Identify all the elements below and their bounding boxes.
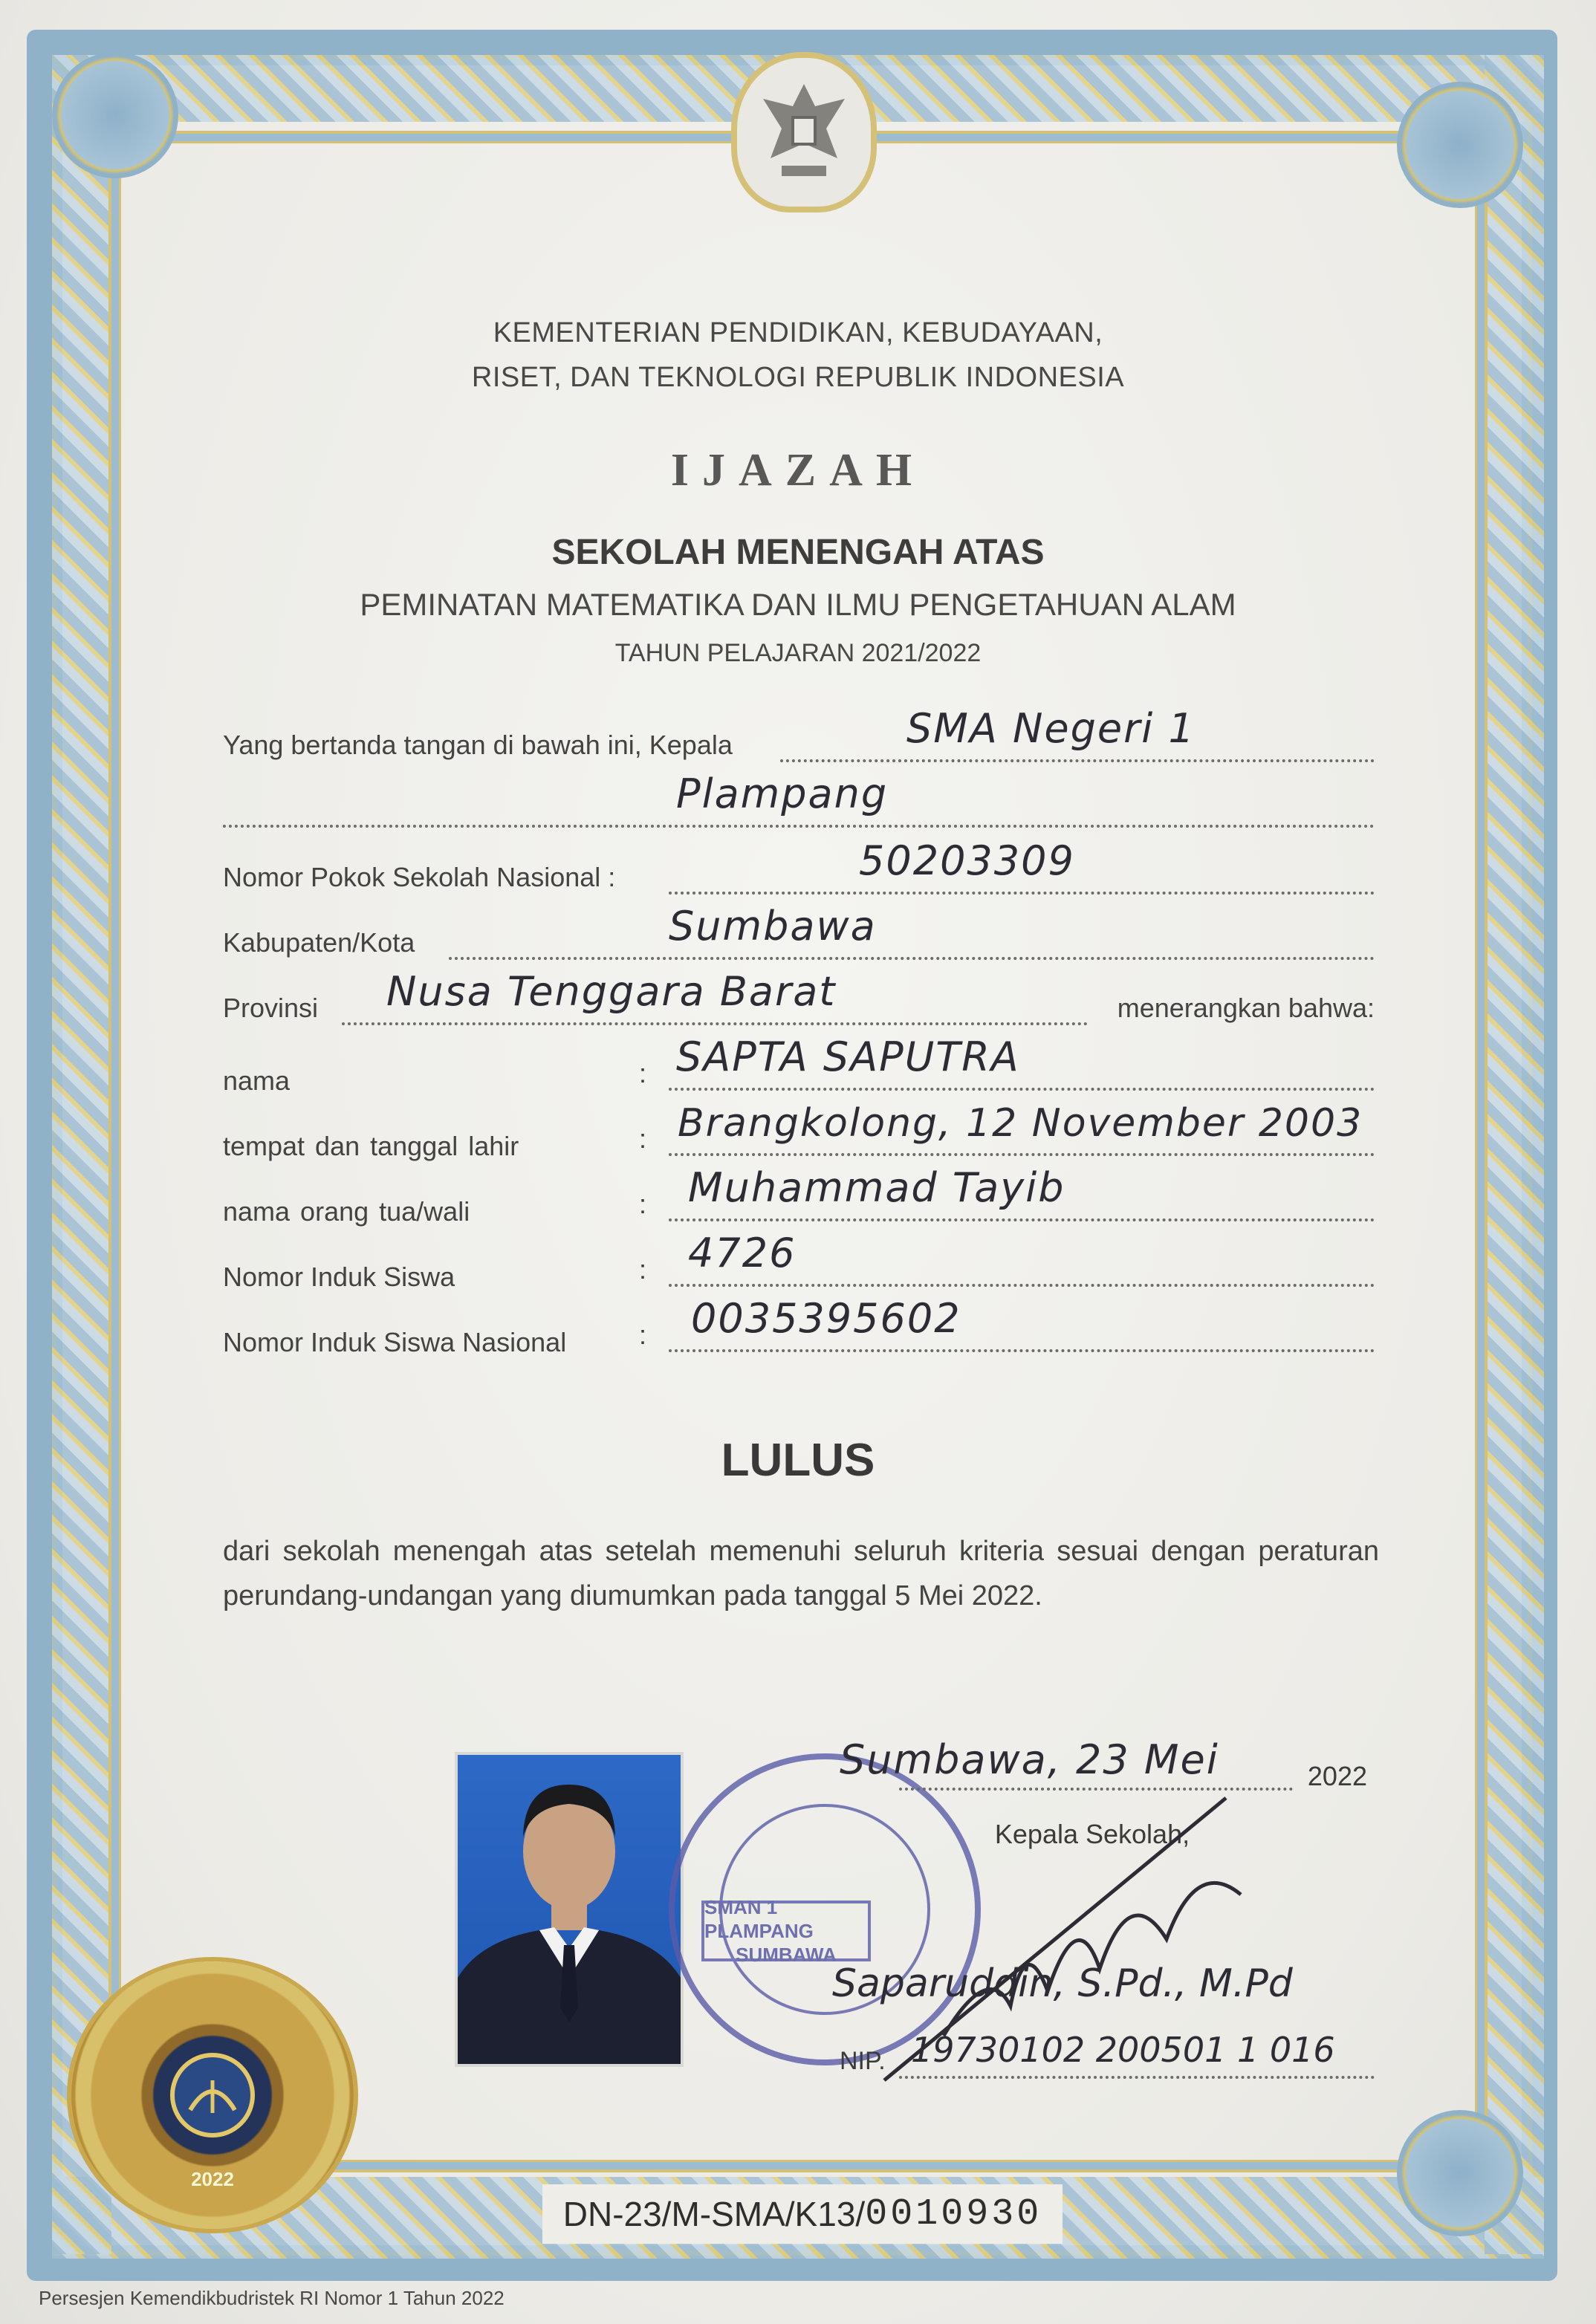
- nip-label: NIP.: [840, 2047, 886, 2075]
- ministry-line-1: KEMENTERIAN PENDIDIKAN, KEBUDAYAAN,: [493, 317, 1103, 348]
- dotted-line: [669, 892, 1375, 895]
- colon: :: [639, 1320, 647, 1350]
- dotted-line: [342, 1022, 1088, 1025]
- colon: :: [639, 1189, 647, 1219]
- dotted-line: [780, 759, 1375, 762]
- dotted-line: [669, 1088, 1375, 1091]
- corner-ornament-top-left: [52, 52, 178, 178]
- dotted-line: [899, 2076, 1375, 2079]
- signatory-nip-row: [840, 2030, 1375, 2082]
- birth-value: Brangkolong, 12 November 2003: [678, 1101, 1363, 1146]
- province-row: [223, 968, 1375, 1028]
- corner-ornament-top-right: [1397, 82, 1523, 208]
- signature-year: 2022: [1307, 1761, 1367, 1791]
- parent-value: Muhammad Tayib: [688, 1164, 1065, 1211]
- school-name-line-1: SMA Negeri 1: [906, 705, 1196, 752]
- nisn-row: [223, 1295, 1375, 1357]
- nis-row: [223, 1230, 1375, 1292]
- colon: :: [639, 1254, 647, 1285]
- signature-block: [810, 1736, 1389, 2080]
- npsn-label: Nomor Pokok Sekolah Nasional :: [223, 862, 616, 892]
- hologram-seal: [71, 1961, 354, 2229]
- graduation-statement: dari sekolah menengah atas setelah memenuhi seluruh kriteria sesuai dengan peraturan perundang-undangan yang diumumkan pada tanggal 5 Mei 2022.: [223, 1536, 1379, 1611]
- program-name: PEMINATAN MATEMATIKA DAN ILMU PENGETAHUAN ALAM: [360, 587, 1236, 622]
- principal-label: Yang bertanda tangan di bawah ini, Kepala: [223, 730, 733, 760]
- ministry-name: [0, 311, 1596, 400]
- province-label: Provinsi: [223, 993, 319, 1023]
- student-name-row: [223, 1033, 1375, 1096]
- city-value: Sumbawa: [669, 903, 877, 950]
- nisn-value: 0035395602: [691, 1295, 961, 1342]
- npsn-row: [223, 837, 1375, 898]
- footer-regulation: Persesjen Kemendikbudristek RI Nomor 1 Tahun 2022: [39, 2287, 505, 2309]
- seal-year: 2022: [191, 2168, 234, 2190]
- colon: :: [639, 1123, 647, 1154]
- nis-value: 4726: [688, 1230, 797, 1276]
- serial-prefix: DN-23/M-SMA/K13/: [562, 2195, 866, 2233]
- province-value: Nusa Tenggara Barat: [386, 968, 837, 1015]
- dotted-line: [449, 957, 1375, 960]
- stamp-line-1: SMAN 1 PLAMPANG: [704, 1896, 814, 1942]
- stamp-line-2: SUMBAWA: [736, 1944, 837, 1966]
- school-name-row: [223, 770, 1375, 831]
- garuda-emblem-icon: [731, 52, 877, 212]
- signature-title: Kepala Sekolah,: [994, 1819, 1190, 1849]
- nisn-label: Nomor Induk Siswa Nasional: [223, 1327, 567, 1357]
- dotted-line: [669, 1349, 1375, 1352]
- student-name-value: SAPTA SAPUTRA: [676, 1033, 1020, 1080]
- document-title: IJAZAH: [670, 445, 926, 496]
- birth-row: [223, 1101, 1375, 1161]
- dotted-line: [669, 1284, 1375, 1287]
- serial-digits: 0010930: [865, 2192, 1042, 2236]
- student-name-label: nama: [223, 1065, 291, 1096]
- npsn-value: 50203309: [859, 837, 1075, 884]
- nip-value: 19730102 200501 1 016: [911, 2030, 1335, 2070]
- signature-place-date: Sumbawa, 23 Mei: [840, 1736, 1219, 1783]
- dotted-line: [669, 1218, 1375, 1221]
- province-suffix: menerangkan bahwa:: [1117, 993, 1375, 1023]
- city-row: [223, 903, 1375, 963]
- birth-label: tempat dan tanggal lahir: [223, 1131, 519, 1161]
- signatory-name: Saparuddin, S.Pd., M.Pd: [832, 1961, 1293, 2006]
- school-type: SEKOLAH MENENGAH ATAS: [551, 533, 1045, 572]
- parent-label: nama orang tua/wali: [223, 1196, 470, 1227]
- nis-label: Nomor Induk Siswa: [223, 1262, 455, 1292]
- school-name-line-2: Plampang: [676, 770, 889, 817]
- student-photo: [455, 1752, 684, 2067]
- corner-ornament-bottom-right: [1397, 2110, 1523, 2236]
- ministry-line-2: RISET, DAN TEKNOLOGI REPUBLIK INDONESIA: [471, 362, 1125, 393]
- dotted-line: [669, 1153, 1375, 1156]
- graduation-status: LULUS: [721, 1435, 875, 1486]
- tut-wuri-handayani-icon: [168, 2051, 257, 2140]
- colon: :: [639, 1058, 647, 1088]
- serial-number: [542, 2184, 1063, 2244]
- parent-row: [223, 1164, 1375, 1227]
- city-label: Kabupaten/Kota: [223, 927, 415, 958]
- principal-row: [223, 705, 1375, 765]
- academic-year: TAHUN PELAJARAN 2021/2022: [614, 639, 982, 667]
- dotted-line: [223, 825, 1375, 828]
